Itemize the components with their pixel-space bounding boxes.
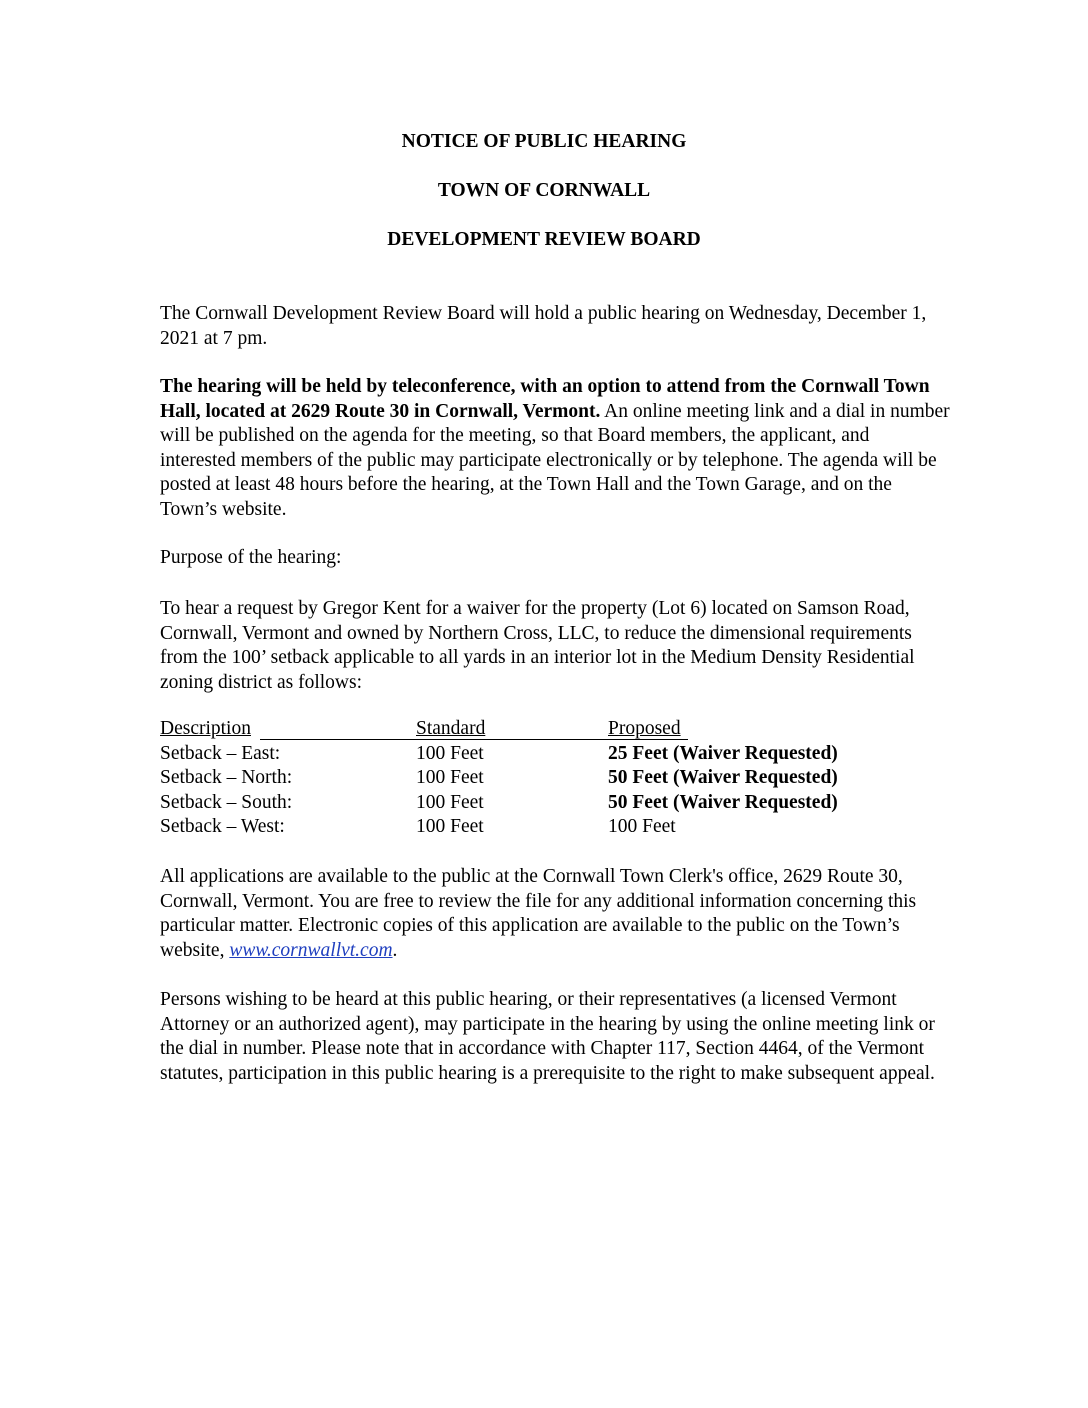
applications-paragraph xyxy=(160,865,950,963)
table-row xyxy=(160,815,880,840)
row-proposed: 25 Feet (Waiver Requested) xyxy=(608,742,838,764)
intro-paragraph: The Cornwall Development Review Board will hold a public hearing on Wednesday, December 1, 2021 at 7 pm. xyxy=(160,303,927,349)
row-standard: 100 Feet xyxy=(416,791,484,813)
row-standard: 100 Feet xyxy=(416,767,484,789)
row-description: Setback – South: xyxy=(160,791,293,813)
header-standard: Standard xyxy=(416,718,486,739)
request-paragraph: To hear a request by Gregor Kent for a waiver for the property (Lot 6) located on Samson Road, Cornwall, Vermont and owned by Northern Cross, LLC, to reduce the dimensional requirements from the 100’ setback applicable to all yards in an interior lot in the Medium Density Residential zoning district as follows: xyxy=(160,598,915,693)
row-proposed: 100 Feet xyxy=(608,816,676,838)
header-proposed: Proposed xyxy=(608,718,681,739)
applications-end: . xyxy=(392,939,398,961)
row-description: Setback – East: xyxy=(160,742,281,764)
purpose-label: Purpose of the hearing: xyxy=(160,547,342,568)
setback-table xyxy=(160,717,880,840)
header-underline xyxy=(260,739,688,740)
table-row xyxy=(160,791,880,816)
table-header-row xyxy=(160,717,880,742)
row-description: Setback – West: xyxy=(160,816,285,838)
location-bold-text: The hearing will be held by teleconference, with an option to attend from the Cornwall Town Hall, located at 2629 Route 30 in Cornwall, Vermont. xyxy=(160,376,930,422)
board-title: DEVELOPMENT REVIEW BOARD xyxy=(387,229,701,250)
town-website-link[interactable]: www.cornwallvt.com xyxy=(229,939,393,961)
row-description: Setback – North: xyxy=(160,767,293,789)
town-title: TOWN OF CORNWALL xyxy=(437,180,651,201)
table-row xyxy=(160,766,880,791)
participation-paragraph: Persons wishing to be heard at this public hearing, or their representatives (a licensed Vermont Attorney or an authorized agent), may participate in the hearing by using the online meeting link or the dial in number. Please note that in accordance with Chapter 117, Section 4464, of the Vermont statutes, participation in this public hearing is a prerequisite to the right to make subsequent appeal. xyxy=(160,989,935,1084)
location-paragraph xyxy=(160,375,950,523)
applications-text: All applications are available to the public at the Cornwall Town Clerk's office, 2629 Route 30, Cornwall, Vermont. You are free to review the file for any additional information concerning this particular matter. Electronic copies of this application are available to the public on the Town’s website, xyxy=(160,866,917,961)
table-row xyxy=(160,742,880,767)
header-description: Description xyxy=(160,718,251,739)
notice-title: NOTICE OF PUBLIC HEARING xyxy=(401,131,687,152)
row-proposed: 50 Feet (Waiver Requested) xyxy=(608,791,838,813)
row-proposed: 50 Feet (Waiver Requested) xyxy=(608,767,838,789)
row-standard: 100 Feet xyxy=(416,742,484,764)
location-text: An online meeting link and a dial in number will be published on the agenda for the meeting, so that Board members, the applicant, and interested members of the public may participate electronically or by telephone. The agenda will be posted at least 48 hours before the hearing, at the Town Hall and the Town Garage, and on the Town’s website. xyxy=(160,400,950,520)
row-standard: 100 Feet xyxy=(416,816,484,838)
